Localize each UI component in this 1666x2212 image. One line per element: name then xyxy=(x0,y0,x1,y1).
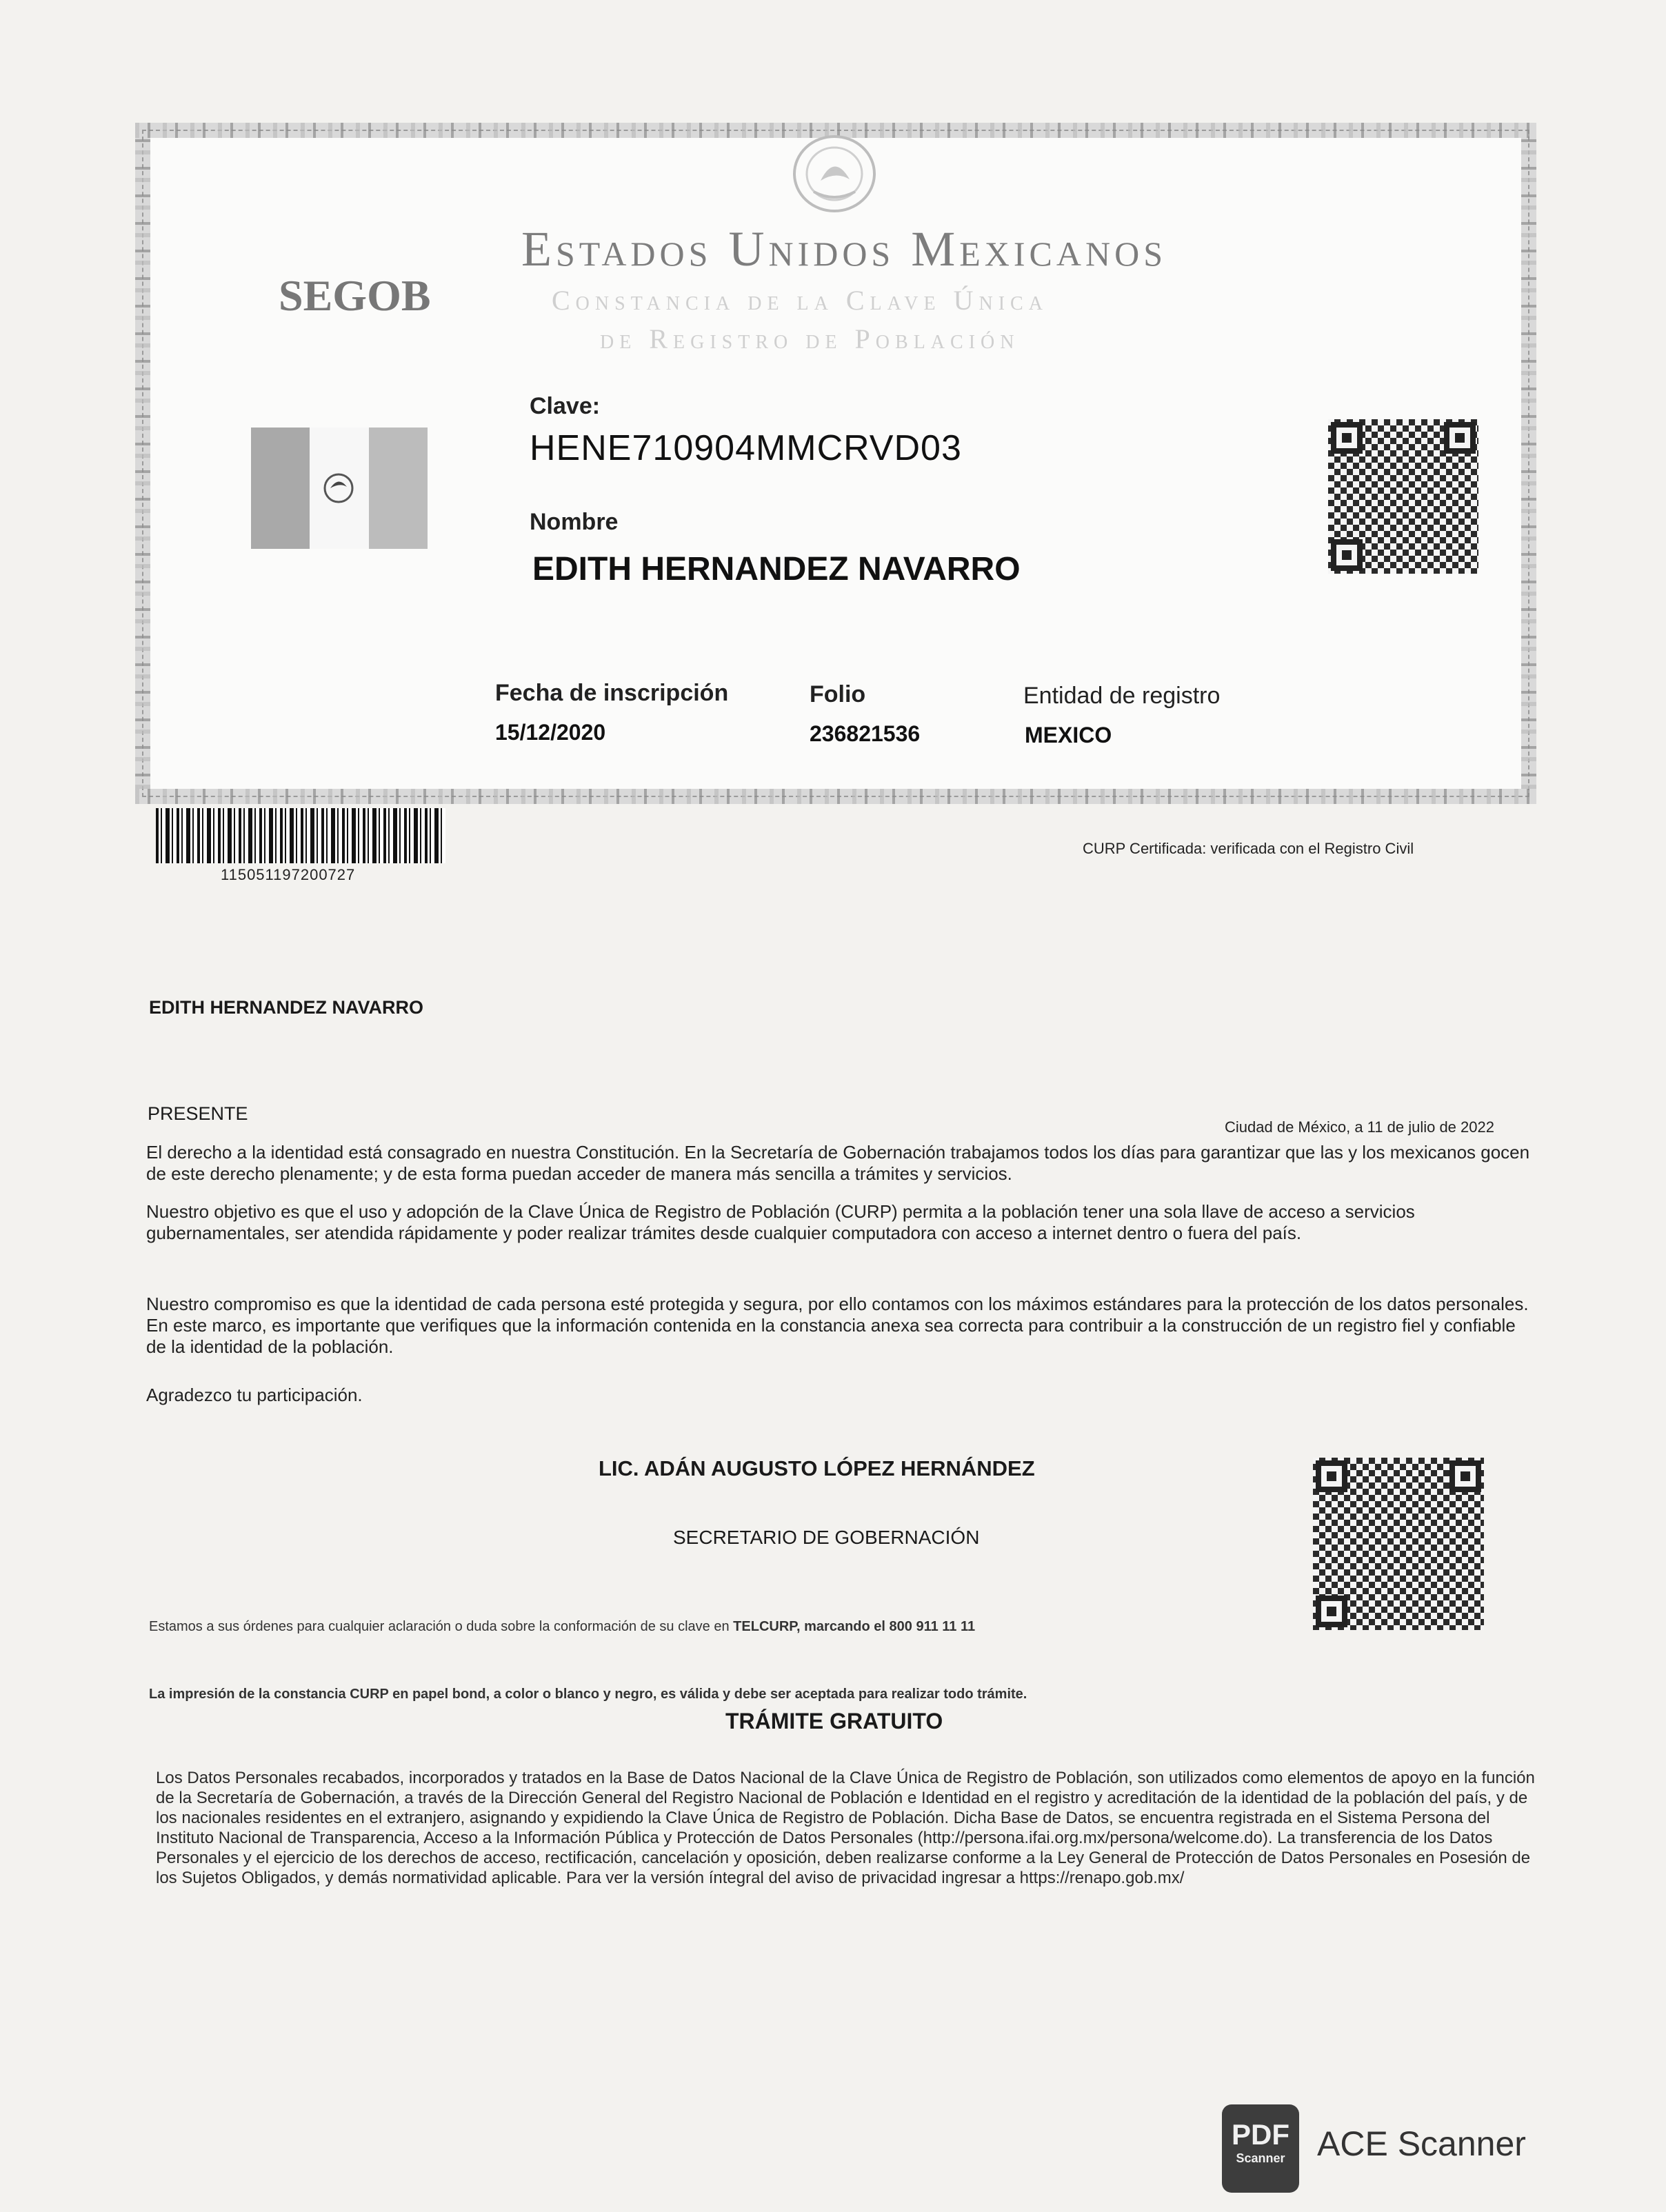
entidad-label: Entidad de registro xyxy=(1023,683,1221,709)
signer-title: SECRETARIO DE GOBERNACIÓN xyxy=(673,1527,980,1548)
fecha-label: Fecha de inscripción xyxy=(495,680,729,706)
fecha-value: 15/12/2020 xyxy=(495,720,606,745)
letter-paragraph-1: El derecho a la identidad está consagrado en nuestra Constitución. En la Secretaría de Gobernación trabajamos todos los días para garantizar que las y los mexicanos gocen de este derecho plenamente; y de esta forma puedan acceder de manera más sencilla a trámites y servicios. xyxy=(146,1142,1530,1184)
signer-name: LIC. ADÁN AUGUSTO LÓPEZ HERNÁNDEZ xyxy=(599,1456,1035,1480)
print-notice: La impresión de la constancia CURP en papel bond, a color o blanco y negro, es válida y debe ser aceptada para realizar todo trámite. xyxy=(149,1687,1027,1702)
folio-label: Folio xyxy=(810,681,866,707)
letter-paragraph-2: Nuestro objetivo es que el uso y adopción de la Clave Única de Registro de Población (CURP) permita a la población tener una sola llave de acceso a servicios gubernamentales, ser atendida rápidamente y poder realizar trámites desde cualquier computadora con acceso a internet dentro o fuera del país. xyxy=(146,1201,1415,1243)
frame-border-bottom xyxy=(135,789,1536,804)
letter-recipient: EDITH HERNANDEZ NAVARRO xyxy=(149,997,423,1018)
nombre-label: Nombre xyxy=(530,509,619,535)
pdf-badge-label: PDF xyxy=(1232,2118,1289,2151)
coat-of-arms-icon xyxy=(786,125,883,215)
nombre-value: EDITH HERNANDEZ NAVARRO xyxy=(532,551,1021,587)
tramite-gratuito: TRÁMITE GRATUITO xyxy=(725,1709,943,1733)
letter-thanks: Agradezco tu participación. xyxy=(146,1385,363,1405)
qr-code-bottom xyxy=(1313,1458,1484,1630)
folio-value: 236821536 xyxy=(810,721,921,746)
clave-label: Clave: xyxy=(530,393,601,419)
frame-border-right xyxy=(1521,138,1536,789)
entidad-value: MEXICO xyxy=(1025,723,1112,747)
pdf-scanner-badge xyxy=(1222,2104,1299,2193)
pdf-badge-sub: Scanner xyxy=(1236,2151,1285,2165)
certified-note: CURP Certificada: verificada con el Registro Civil xyxy=(1083,840,1414,857)
segob-logo: SEGOB xyxy=(279,271,431,320)
clave-value: HENE710904MMCRVD03 xyxy=(530,428,962,468)
barcode xyxy=(156,808,445,863)
contact-telcurp: TELCURP, marcando el 800 911 11 11 xyxy=(733,1619,976,1634)
qr-code-top xyxy=(1328,419,1478,574)
letter-place-date: Ciudad de México, a 11 de julio de 2022 xyxy=(1225,1118,1494,1136)
document-subtitle-2: de Registro de Población xyxy=(600,323,1020,354)
country-title: Estados Unidos Mexicanos xyxy=(521,221,1167,276)
document-subtitle-1: Constancia de la Clave Única xyxy=(552,285,1048,316)
frame-border-left xyxy=(135,138,150,789)
contact-prefix: Estamos a sus órdenes para cualquier aclaración o duda sobre la conformación de su clave en xyxy=(149,1619,730,1634)
ace-scanner-label: ACE Scanner xyxy=(1317,2124,1526,2163)
letter-presente: PRESENTE xyxy=(148,1103,248,1124)
mexico-flag-icon xyxy=(251,428,428,549)
contact-line xyxy=(149,1619,1363,1635)
privacy-notice: Los Datos Personales recabados, incorporados y tratados en la Base de Datos Nacional de la Clave Única de Registro de Población, son utilizados como elementos de apoyo en la función de la Secretaría de Gobernación, a través de la Dirección General del Registro Nacional de Población e Identidad en el registro y acreditación de la identidad de la población del país, y de los nacionales residentes en el extranjero, asignando y expidiendo la Clave Única de Registro de Población. Dicha Base de Datos, se encuentra registrada en el Sistema Persona del Instituto Nacional de Transparencia, Acceso a la Información Pública y Protección de Datos Personales (http://persona.ifai.org.mx/persona/welcome.do). La transferencia de los Datos Personales y el ejercicio de los derechos de acceso, rectificación, cancelación y oposición, deben realizarse conforme a la Ley General de Protección de Datos Personales en Posesión de los Sujetos Obligados, y demás normatividad aplicable. Para ver la versión íntegral del aviso de privacidad ingresar a https://renapo.gob.mx/ xyxy=(156,1769,1535,1887)
letter-paragraph-3: Nuestro compromiso es que la identidad de cada persona esté protegida y segura, por ello contamos con los máximos estándares para la protección de los datos personales. En este marco, es importante que verifiques que la información contenida en la constancia anexa sea correcta para contribuir a la construcción de un registro fiel y confiable de la identidad de la población. xyxy=(146,1294,1529,1357)
barcode-number: 115051197200727 xyxy=(221,866,356,883)
